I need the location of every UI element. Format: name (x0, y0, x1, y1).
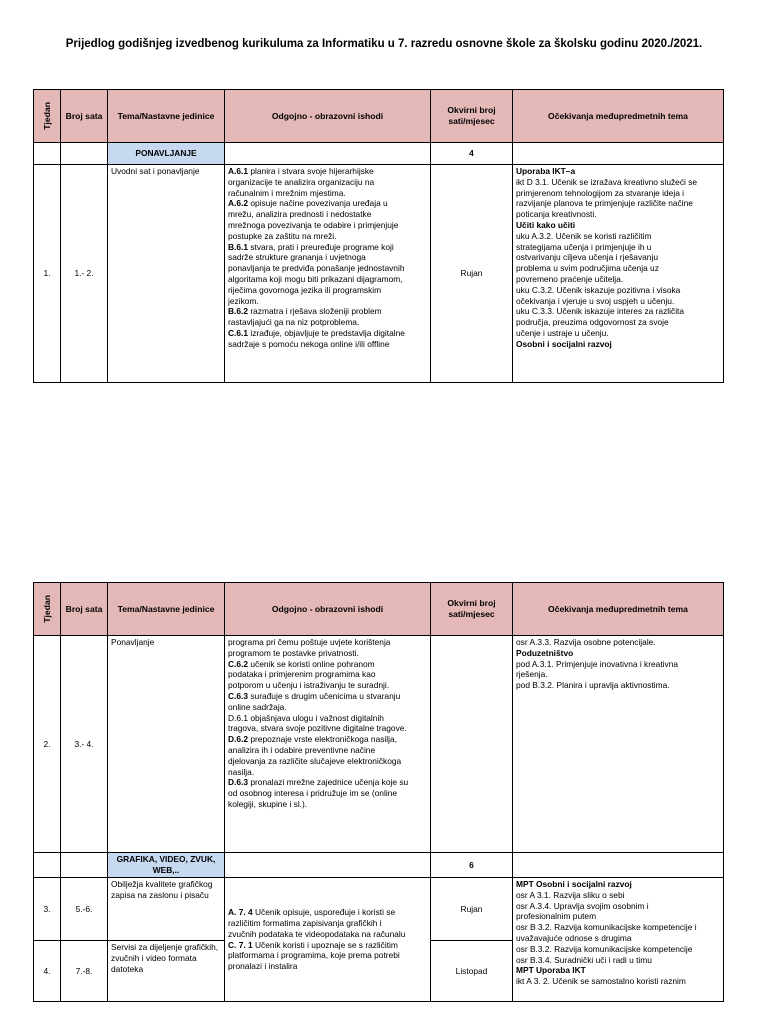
line-text: pod A.3.1. Primjenjuje inovativna i kreativna (516, 658, 679, 669)
topic: Uvodni sat i ponavljanje (108, 165, 225, 383)
text-line (516, 890, 720, 901)
section-label: GRAFIKA, VIDEO, ZVUK, WEB,.. (108, 853, 225, 878)
text-line (228, 788, 427, 799)
code-label: B.6.1 (228, 241, 249, 252)
code-label: D.6.3 (228, 777, 249, 788)
code-label: B.6.2 (228, 306, 249, 317)
line-text: pronalazi i instalira (228, 961, 298, 972)
line-text: profesionalnim putem (516, 911, 597, 922)
text-line (516, 976, 720, 987)
line-text: učenik se koristi online pohranom (248, 658, 375, 669)
line-text: djelovanja za različite slučajeve elektroničkoga (228, 755, 402, 766)
text-line (228, 940, 427, 951)
text-line (516, 220, 720, 231)
document-title: Prijedlog godišnjeg izvedbenog kurikuluma za Informatiku u 7. razredu osnovne škole za školsku godinu 2020./2021. (65, 38, 703, 50)
outcomes (225, 636, 431, 853)
line-text: problema u svim područjima učenja uz (516, 263, 659, 274)
topic: Ponavljanje (108, 636, 225, 853)
line-text: sadržaje s pomoću nekoga online i/ili offline (228, 338, 390, 349)
code-label: A.6.1 (228, 166, 249, 176)
text-line (516, 285, 720, 296)
line-text: rješenja. (516, 669, 548, 680)
expectations (513, 636, 724, 853)
text-line (516, 922, 720, 933)
week-number: 1. (34, 165, 61, 383)
text-line (228, 799, 427, 810)
table-row (34, 878, 724, 941)
text-line (516, 659, 720, 670)
text-line (516, 637, 720, 648)
line-text: uku A.3.2. Učenik se koristi različitim (516, 230, 652, 241)
lesson-hours: 3.- 4. (61, 636, 108, 853)
text-line (228, 231, 427, 242)
line-text: računalnim i mrežnim mjestima. (228, 187, 346, 198)
text-line (228, 285, 427, 296)
text-line (516, 879, 720, 890)
line-text: mrežu, analizira prednosti i nedostatke (228, 209, 372, 220)
month: Rujan (431, 165, 513, 383)
header-ocekivanja: Očekivanja međupredmetnih tema (513, 90, 724, 143)
line-text: od osobnog interesa i pridružuje im se (online (228, 788, 397, 799)
table-row (34, 636, 724, 853)
text-line (228, 734, 427, 745)
section-hours: 6 (431, 853, 513, 878)
outcomes (225, 165, 431, 383)
code-label: D.6.2 (228, 734, 249, 745)
line-text: osr B 3.2. Razvija komunikacijske kompetencije i (516, 922, 697, 933)
text-line (516, 252, 720, 263)
line-text: osr A.3.4. Upravlja svojim osobnim i (516, 900, 649, 911)
text-line (228, 637, 427, 648)
text-line (516, 944, 720, 955)
text-line (228, 328, 427, 339)
text-line (228, 317, 427, 328)
line-text: online sadržaja. (228, 701, 287, 712)
text-line (516, 648, 720, 659)
line-text: osr A.3.3. Razvija osobne potencijale. (516, 637, 656, 647)
line-text: potporom u učenju i istraživanju te suradnji. (228, 680, 390, 691)
header-tjedan: Tjedan (34, 583, 61, 636)
line-text: tragova, stvara svoje pozitivne digitalne tragove. (228, 723, 407, 734)
code-label: Poduzetništvo (516, 647, 574, 658)
expectations (513, 165, 724, 383)
text-line (228, 756, 427, 767)
text-line (228, 220, 427, 231)
code-label: A.6.2 (228, 198, 249, 209)
text-line (516, 306, 720, 317)
line-text: rastavljajući ga na niz potproblema. (228, 317, 360, 328)
text-line (228, 723, 427, 734)
text-line (228, 252, 427, 263)
text-line (516, 231, 720, 242)
week-number: 4. (34, 941, 61, 1002)
header-row (34, 90, 724, 143)
code-label: C. 7. 1 (228, 939, 253, 950)
line-text: različitim formatima zapisivanja grafičkih i (228, 917, 382, 928)
code-label: Uporaba IKT–a (516, 166, 576, 176)
section-row (34, 143, 724, 165)
line-text: osr A 3.1. Razvija sliku o sebi (516, 889, 625, 900)
line-text: učenje i ustraje u učenju. (516, 327, 609, 338)
line-text: povremeno praćenje učitelja. (516, 273, 624, 284)
line-text: poticanja kreativnosti. (516, 209, 597, 220)
text-line (228, 648, 427, 659)
week-number: 2. (34, 636, 61, 853)
text-line (516, 263, 720, 274)
line-text: opisuje načine povezivanja uređaja u (248, 198, 388, 209)
lesson-hours: 5.-6. (61, 878, 108, 941)
section-hours: 4 (431, 143, 513, 165)
text-line (228, 263, 427, 274)
header-ishodi: Odgojno - obrazovni ishodi (225, 90, 431, 143)
text-line (228, 306, 427, 317)
code-label: C.6.2 (228, 658, 249, 669)
line-text: D.6.1 objašnjava ulogu i važnost digitalnih (228, 712, 384, 723)
text-line (228, 166, 427, 177)
text-line (228, 691, 427, 702)
line-text: mrežnoga povezivanja te odabire i primjenjuje (228, 219, 399, 230)
text-line (228, 745, 427, 756)
line-text: ikt D 3.1. Učenik se izražava kreativno služeći se (516, 176, 698, 187)
line-text: postupke za zaštitu na mreži. (228, 230, 337, 241)
lesson-hours: 1.- 2. (61, 165, 108, 383)
text-line (516, 933, 720, 944)
header-okvirni-broj: Okvirni broj sati/mjesec (431, 583, 513, 636)
line-text: ostvarivanju ciljeva učenja i rješavanju (516, 252, 658, 263)
text-line (516, 339, 720, 350)
text-line (516, 911, 720, 922)
text-line (228, 339, 427, 350)
line-text: ponavljanja te predviđa ponašanje jednostavnih (228, 263, 405, 274)
line-text: analizira ih i odabire preventivne načine (228, 744, 376, 755)
code-label: MPT Uporaba IKT (516, 965, 586, 976)
line-text: osr B.3.2. Razvija komunikacijske kompetencije (516, 943, 693, 954)
header-tema: Tema/Nastavne jedinice (108, 583, 225, 636)
header-ishodi: Odgojno - obrazovni ishodi (225, 583, 431, 636)
code-label: Učiti kako učiti (516, 219, 576, 230)
text-line (516, 177, 720, 188)
code-label: C.6.3 (228, 690, 249, 701)
line-text: uku C.3.3. Učenik iskazuje interes za različita (516, 306, 685, 317)
month: Rujan (431, 878, 513, 941)
line-text: Učenik koristi i upoznaje se s različitim (252, 939, 398, 950)
text-line (516, 328, 720, 339)
line-text: primjerenom tehnologijom za stvaranje ideja i (516, 187, 685, 198)
text-line (228, 713, 427, 724)
text-line (516, 188, 720, 199)
text-line (516, 198, 720, 209)
code-label: Osobni i socijalni razvoj (516, 338, 612, 349)
text-line (228, 188, 427, 199)
line-text: pronalazi mrežne zajednice učenja koje su (248, 777, 409, 788)
curriculum-table-2 (33, 582, 724, 1002)
text-line (228, 198, 427, 209)
line-text: organizacije te analizira organizaciju na (228, 176, 375, 187)
line-text: očekivanja i vjeruje u svoj uspjeh u učenju. (516, 295, 675, 306)
table-row (34, 165, 724, 383)
text-line (228, 777, 427, 788)
line-text: planira i stvara svoje hijerarhijske (248, 166, 374, 176)
text-line (516, 965, 720, 976)
curriculum-table-1 (33, 89, 724, 383)
line-text: platformama i programima, koje prema potrebi (228, 950, 400, 961)
line-text: razmatra i rješava složeniji problem (248, 306, 382, 317)
text-line (228, 929, 427, 940)
text-line (516, 274, 720, 285)
text-line (228, 767, 427, 778)
month: Listopad (431, 941, 513, 1002)
code-label: C.6.1 (228, 327, 249, 338)
line-text: izrađuje, objavljuje te predstavlja digitalne (248, 327, 405, 338)
topic: Obilježja kvalitete grafičkog zapisa na zaslonu i pisaču (108, 878, 225, 941)
text-line (516, 317, 720, 328)
line-text: riječima govornoga jezika ili programskim (228, 284, 382, 295)
line-text: sadrže strukture grananja i uvjetnoga (228, 252, 366, 263)
text-line (516, 242, 720, 253)
line-text: prepoznaje vrste elektroničkoga nasilja, (248, 734, 398, 745)
topic: Servisi za dijeljenje grafičkih, zvučnih i video formata datoteka (108, 941, 225, 1002)
line-text: Učenik opisuje, uspoređuje i koristi se (252, 907, 396, 918)
text-line (228, 296, 427, 307)
text-line (228, 209, 427, 220)
line-text: surađuje s drugim učenicima u stvaranju (248, 690, 401, 701)
line-text: zvučnih podataka te videopodataka na računalu (228, 928, 406, 939)
text-line (228, 680, 427, 691)
line-text: područja, preuzima odgovornost za svoje (516, 317, 669, 328)
text-line (516, 209, 720, 220)
text-line (516, 901, 720, 912)
code-label: A. 7. 4 (228, 907, 253, 918)
header-okvirni-broj: Okvirni broj sati/mjesec (431, 90, 513, 143)
outcomes (225, 878, 431, 1002)
text-line (228, 242, 427, 253)
text-line (228, 907, 427, 918)
text-line (228, 274, 427, 285)
line-text: podataka i primjerenim programima kao (228, 669, 376, 680)
line-text: osr B.3.4. Suradnički uči i radi u timu (516, 954, 652, 965)
line-text: pod B.3.2. Planira i upravlja aktivnostima. (516, 680, 670, 691)
expectations (513, 878, 724, 1002)
week-number: 3. (34, 878, 61, 941)
lesson-hours: 7.-8. (61, 941, 108, 1002)
text-line (516, 669, 720, 680)
line-text: programom te postavke privatnosti. (228, 647, 359, 658)
text-line (516, 166, 720, 177)
text-line (228, 659, 427, 670)
line-text: algoritama koji mogu biti prikazani dijagramom, (228, 273, 403, 284)
text-line (516, 680, 720, 691)
header-broj-sata: Broj sata (61, 90, 108, 143)
line-text: programa pri čemu poštuje uvjete korištenja (228, 637, 391, 647)
line-text: nasilja. (228, 766, 255, 777)
text-line (228, 177, 427, 188)
line-text: stvara, prati i preuređuje programe koji (248, 241, 394, 252)
text-line (228, 961, 427, 972)
line-text: strategijama učenja i primjenjuje ih u (516, 241, 652, 252)
text-line (516, 296, 720, 307)
text-line (228, 950, 427, 961)
line-text: ikt A 3. 2. Učenik se samostalno koristi raznim (516, 976, 686, 987)
header-row (34, 583, 724, 636)
line-text: uku C.3.2. Učenik iskazuje pozitivna i visoka (516, 284, 681, 295)
month (431, 636, 513, 853)
header-tjedan: Tjedan (34, 90, 61, 143)
text-line (228, 669, 427, 680)
text-line (228, 918, 427, 929)
line-text: jezikom. (228, 295, 259, 306)
line-text: razvijanje planova te primjenjuje različite načine (516, 198, 693, 209)
header-tema: Tema/Nastavne jedinice (108, 90, 225, 143)
section-row (34, 853, 724, 878)
section-label: PONAVLJANJE (108, 143, 225, 165)
text-line (516, 955, 720, 966)
header-broj-sata: Broj sata (61, 583, 108, 636)
line-text: kolegiji, skupine i sl.). (228, 798, 308, 809)
text-line (228, 702, 427, 713)
code-label: MPT Osobni i socijalni razvoj (516, 879, 632, 889)
line-text: uvažavajuće odnose s drugima (516, 932, 632, 943)
header-ocekivanja: Očekivanja međupredmetnih tema (513, 583, 724, 636)
